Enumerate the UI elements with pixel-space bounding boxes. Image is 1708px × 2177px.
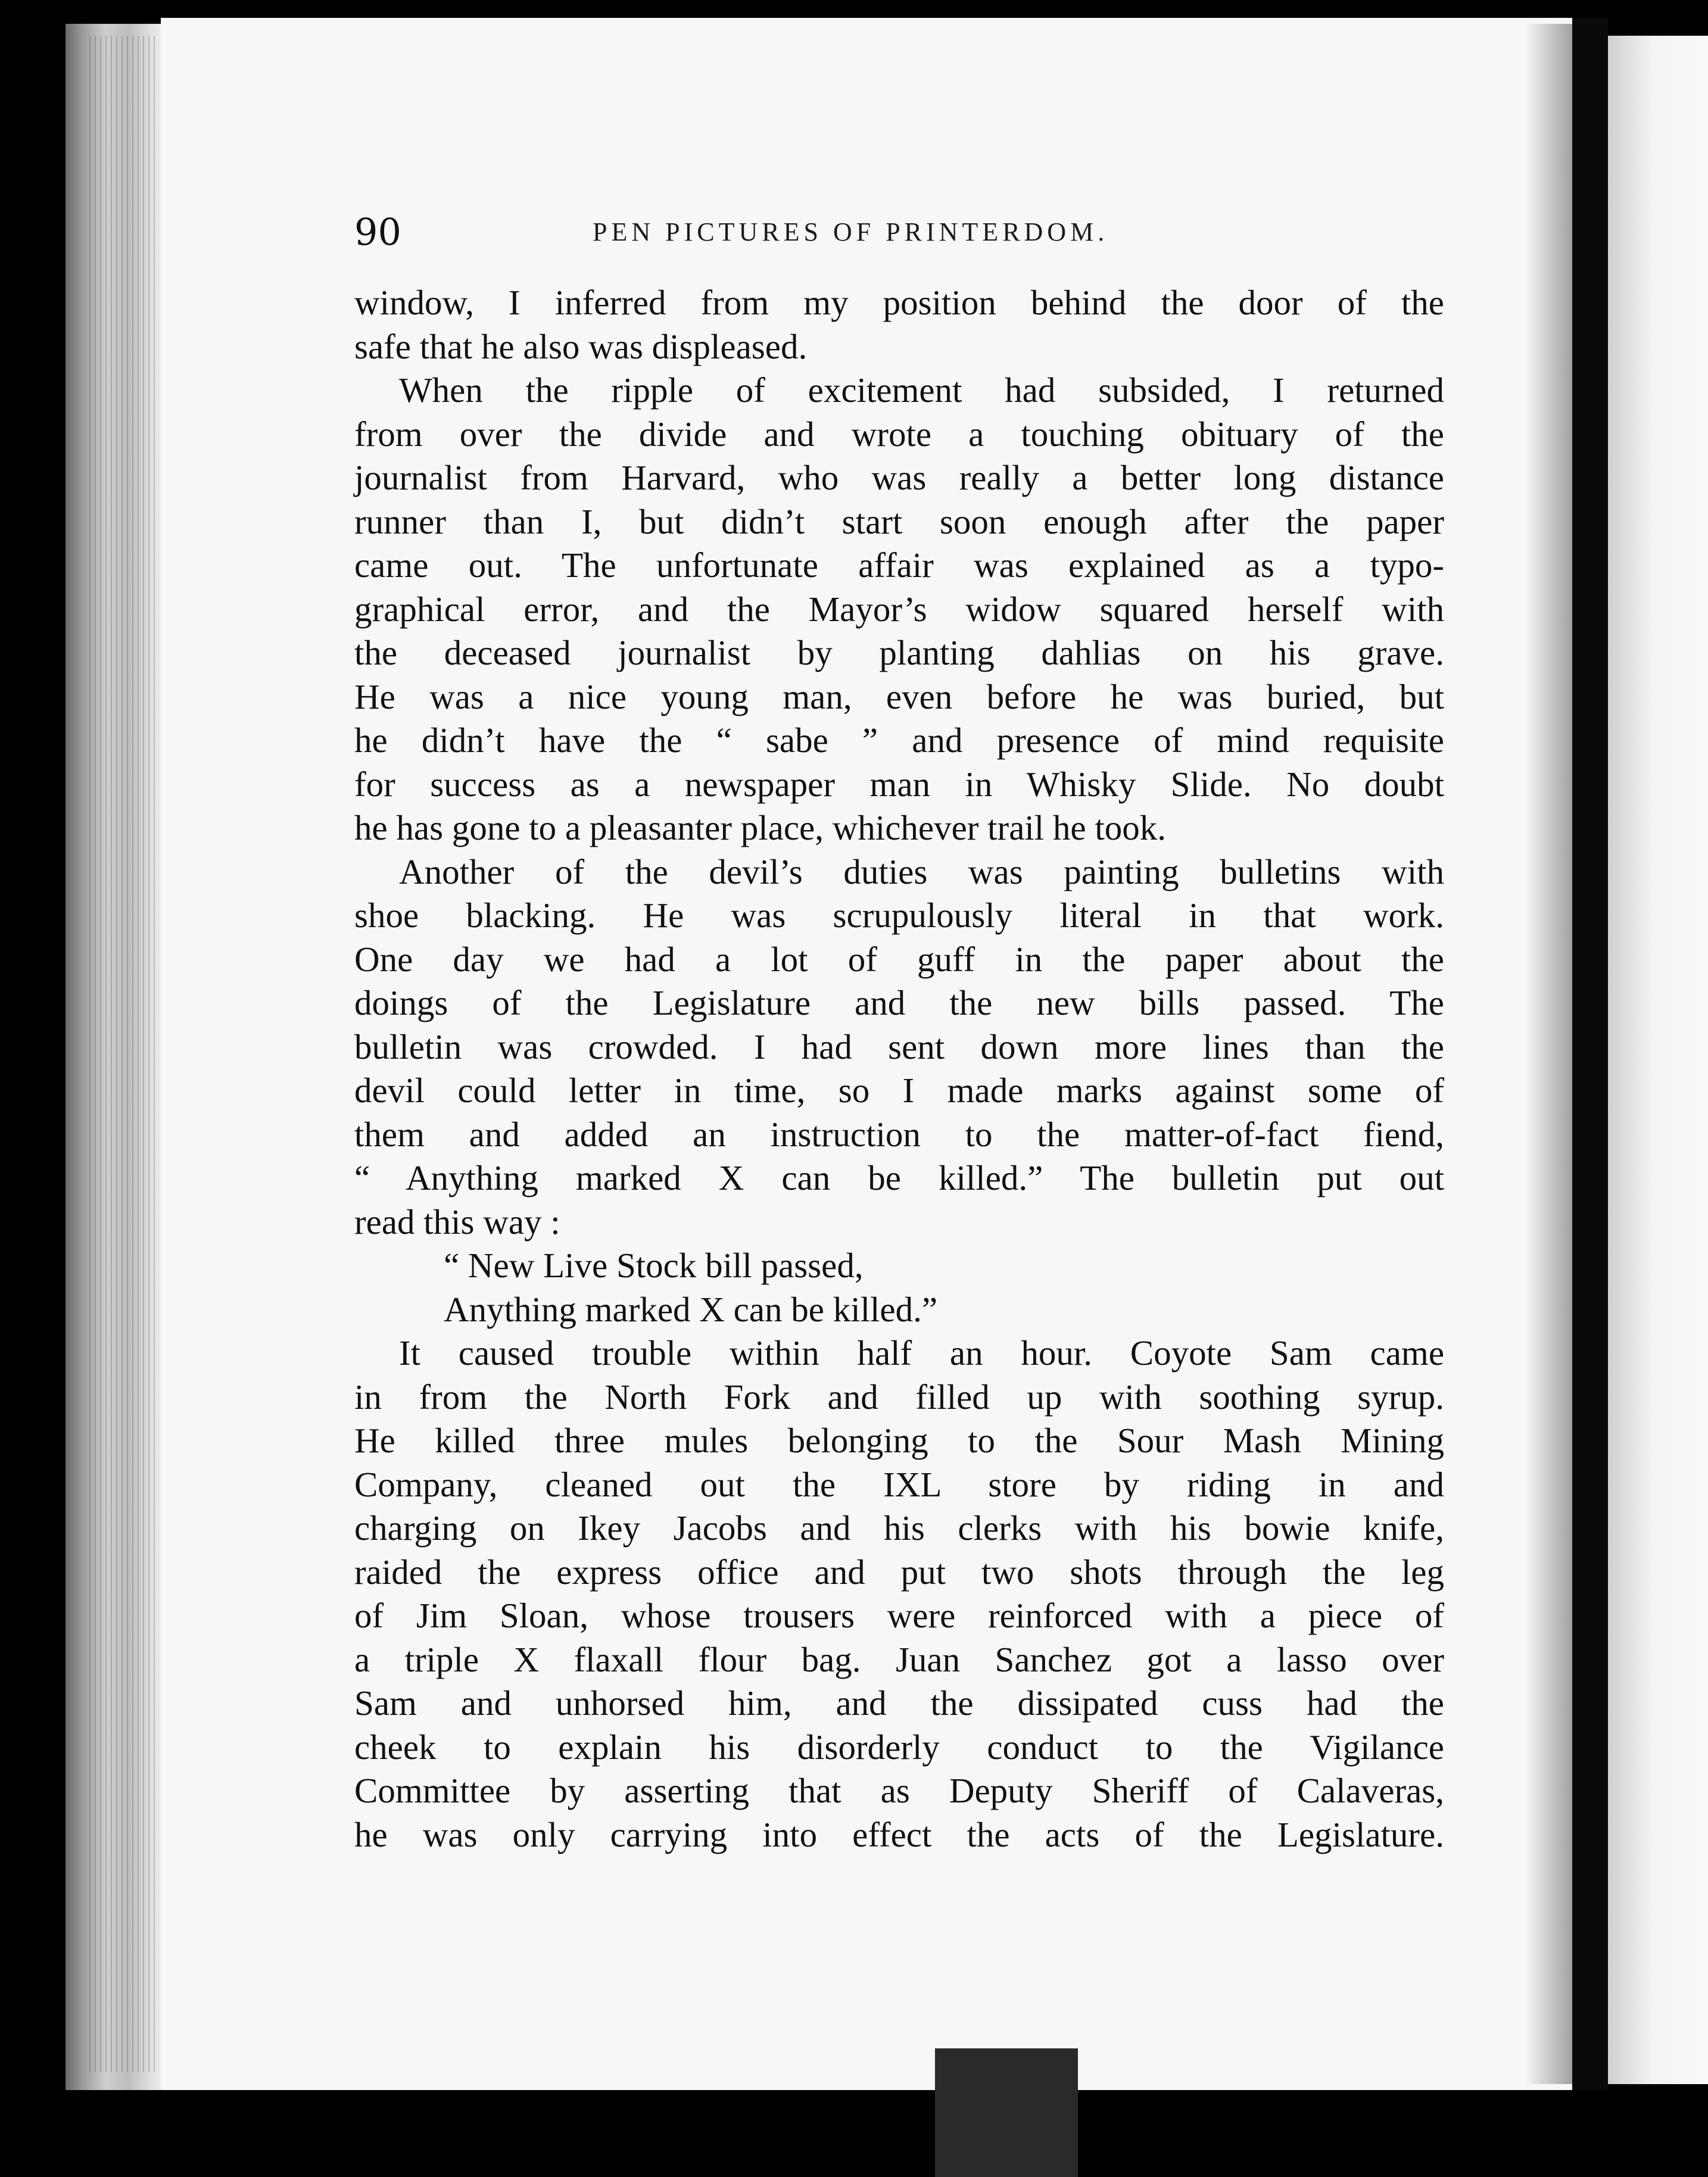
text-line: he has gone to a pleasanter place, whichever trail he took. xyxy=(354,808,1166,847)
text-line: read this way : xyxy=(354,1202,560,1242)
text-line: cheek to explain his disorderly conduct to the Vigilance xyxy=(354,1727,1444,1767)
scan-tab xyxy=(935,2048,1078,2177)
text-line: for success as a newspaper man in Whisky Slide. No doubt xyxy=(354,764,1444,804)
text-line: Another of the devil’s duties was painting bulletins with xyxy=(399,852,1444,891)
running-header xyxy=(354,202,1444,262)
text-line: journalist from Harvard, who was really a better long distance xyxy=(354,458,1444,497)
text-line: he was only carrying into effect the acts of the Legislature. xyxy=(354,1814,1444,1854)
text-line: of Jim Sloan, whose trousers were reinforced with a piece of xyxy=(354,1596,1444,1635)
quoted-bulletin-line: “ New Live Stock bill passed, xyxy=(444,1246,864,1285)
text-line: It caused trouble within half an hour. Coyote Sam came xyxy=(399,1333,1444,1373)
text-line: the deceased journalist by planting dahlias on his grave. xyxy=(354,633,1444,672)
text-line: When the ripple of excitement had subsided, I returned xyxy=(399,370,1444,410)
book-gutter xyxy=(1572,18,1608,2090)
text-line: He killed three mules belonging to the Sour Mash Mining xyxy=(354,1421,1444,1460)
text-line: doings of the Legislature and the new bills passed. The xyxy=(354,983,1444,1022)
facing-page xyxy=(1608,36,1708,2084)
text-line: came out. The unfortunate affair was explained as a typo- xyxy=(354,545,1444,585)
body-text xyxy=(354,281,1444,1857)
text-line: them and added an instruction to the matter-of-fact fiend, xyxy=(354,1114,1444,1154)
text-line: a triple X flaxall flour bag. Juan Sanchez got a lasso over xyxy=(354,1639,1444,1679)
text-line: Sam and unhorsed him, and the dissipated cuss had the xyxy=(354,1683,1444,1723)
page-shadow xyxy=(1525,24,1572,2084)
text-line: raided the express office and put two shots through the leg xyxy=(354,1552,1444,1592)
text-line: “ Anything marked X can be killed.” The bulletin put out xyxy=(354,1158,1444,1197)
text-line: from over the divide and wrote a touching obituary of the xyxy=(354,414,1444,454)
text-line: bulletin was crowded. I had sent down more lines than the xyxy=(354,1027,1444,1066)
text-line: devil could letter in time, so I made marks against some of xyxy=(354,1071,1444,1110)
text-line: window, I inferred from my position behind the door of the xyxy=(354,283,1444,322)
text-line: safe that he also was displeased. xyxy=(354,326,808,366)
text-line: in from the North Fork and filled up with soothing syrup. xyxy=(354,1377,1444,1417)
text-line: One day we had a lot of guff in the paper about the xyxy=(354,939,1444,979)
text-line: He was a nice young man, even before he was buried, but xyxy=(354,676,1444,716)
scan-background xyxy=(0,2090,1708,2177)
quoted-bulletin-line: Anything marked X can be killed.” xyxy=(444,1289,938,1329)
text-line: Company, cleaned out the IXL store by riding in and xyxy=(354,1464,1444,1504)
text-line: graphical error, and the Mayor’s widow squared herself with xyxy=(354,589,1444,629)
text-line: charging on Ikey Jacobs and his clerks with his bowie knife, xyxy=(354,1508,1444,1548)
text-line: he didn’t have the “ sabe ” and presence of mind requisite xyxy=(354,721,1444,760)
page-edge-texture xyxy=(89,36,155,2072)
page-number: 90 xyxy=(354,210,401,254)
text-line: shoe blacking. He was scrupulously literal in that work. xyxy=(354,896,1444,935)
running-title: PEN PICTURES OF PRINTERDOM. xyxy=(593,217,1109,247)
text-line: Committee by asserting that as Deputy Sheriff of Calaveras, xyxy=(354,1771,1444,1810)
text-line: runner than I, but didn’t start soon enough after the paper xyxy=(354,501,1444,541)
